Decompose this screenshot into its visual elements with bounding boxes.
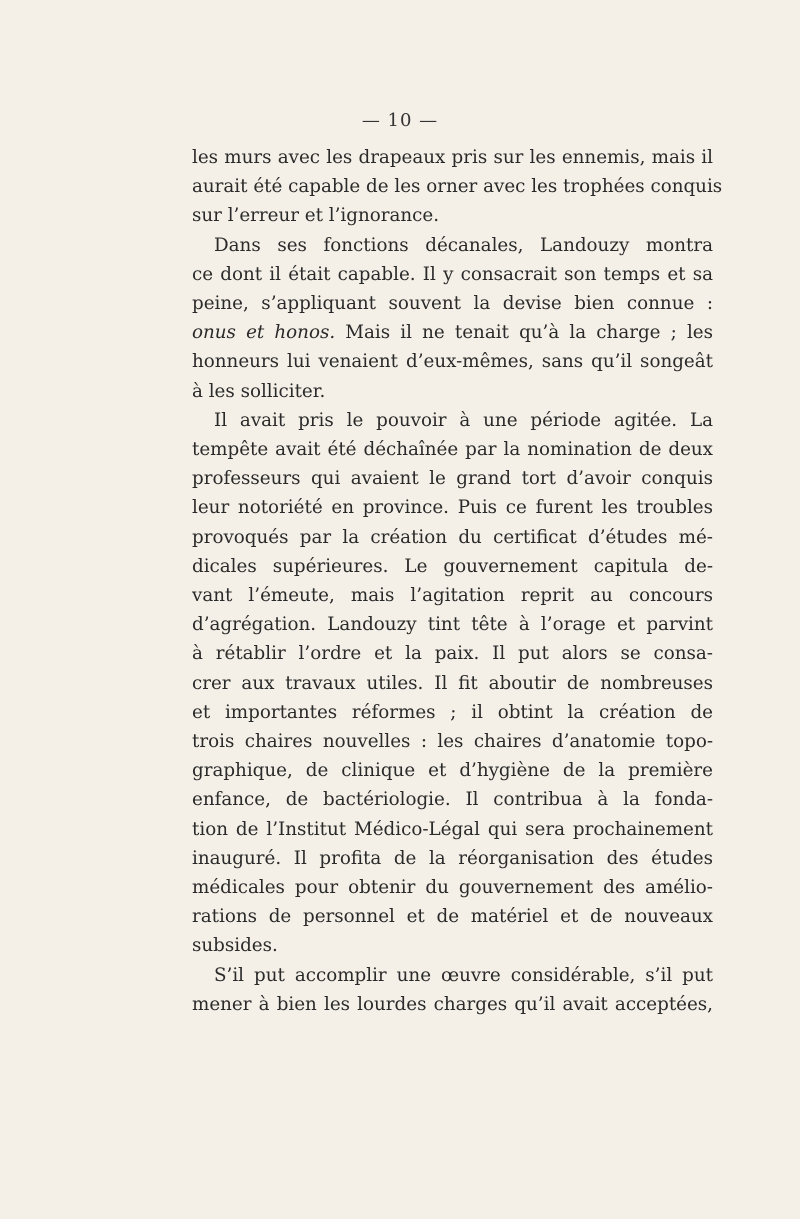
text-line: à les solliciter. xyxy=(192,380,326,402)
text-line: peine, s’appliquant souvent la devise bien connue : xyxy=(192,293,713,315)
text-line: crer aux travaux utiles. Il fit aboutir de nombreuses xyxy=(192,672,713,694)
text-line: provoqués par la création du certificat d’études mé- xyxy=(192,526,713,548)
text-line: honneurs lui venaient d’eux-mêmes, sans qu’il songeât xyxy=(192,351,713,373)
text-line: vant l’émeute, mais l’agitation reprit au concours xyxy=(192,585,713,607)
text-line: à rétablir l’ordre et la paix. Il put alors se consa- xyxy=(192,643,713,665)
text-line: leur notoriété en province. Puis ce furent les troubles xyxy=(192,497,713,519)
text-line: Il avait pris le pouvoir à une période agitée. La xyxy=(214,409,713,431)
text-line: professeurs qui avaient le grand tort d’avoir conquis xyxy=(192,468,713,490)
text-line: S’il put accomplir une œuvre considérable, s’il put xyxy=(214,964,713,986)
text-line: et importantes réformes ; il obtint la création de xyxy=(192,701,713,723)
italic-phrase: onus et honos. xyxy=(192,322,336,344)
text-line: ce dont il était capable. Il y consacrait son temps et sa xyxy=(192,263,713,285)
text-line: tempête avait été déchaînée par la nomination de deux xyxy=(192,439,713,461)
text-line xyxy=(192,318,713,347)
page-number: — 10 — xyxy=(361,110,439,131)
text-line: inauguré. Il profita de la réorganisation des études xyxy=(192,847,713,869)
text-line: rations de personnel et de matériel et de nouveaux xyxy=(192,906,713,928)
text-line: dicales supérieures. Le gouvernement capitula de- xyxy=(192,555,713,577)
text-fragment: Mais il ne tenait qu’à la charge ; les xyxy=(335,322,713,344)
text-line: Dans ses fonctions décanales, Landouzy montra xyxy=(214,234,713,256)
text-line: les murs avec les drapeaux pris sur les ennemis, mais il xyxy=(192,147,713,168)
text-line: subsides. xyxy=(192,935,278,957)
text-line: tion de l’Institut Médico-Légal qui sera prochainement xyxy=(192,818,713,840)
body-text xyxy=(192,143,723,1019)
text-line: trois chaires nouvelles : les chaires d’anatomie topo- xyxy=(192,731,713,753)
text-line: graphique, de clinique et d’hygiène de la première xyxy=(192,760,713,782)
text-line: sur l’erreur et l’ignorance. xyxy=(192,205,440,227)
text-line: aurait été capable de les orner avec les trophées conquis xyxy=(192,176,723,198)
text-line: médicales pour obtenir du gouvernement des amélio- xyxy=(192,877,713,899)
text-line: enfance, de bactériologie. Il contribua à la fonda- xyxy=(192,789,713,811)
text-line: mener à bien les lourdes charges qu’il avait acceptées, xyxy=(192,993,713,1015)
text-line: d’agrégation. Landouzy tint tête à l’orage et parvint xyxy=(192,614,713,636)
